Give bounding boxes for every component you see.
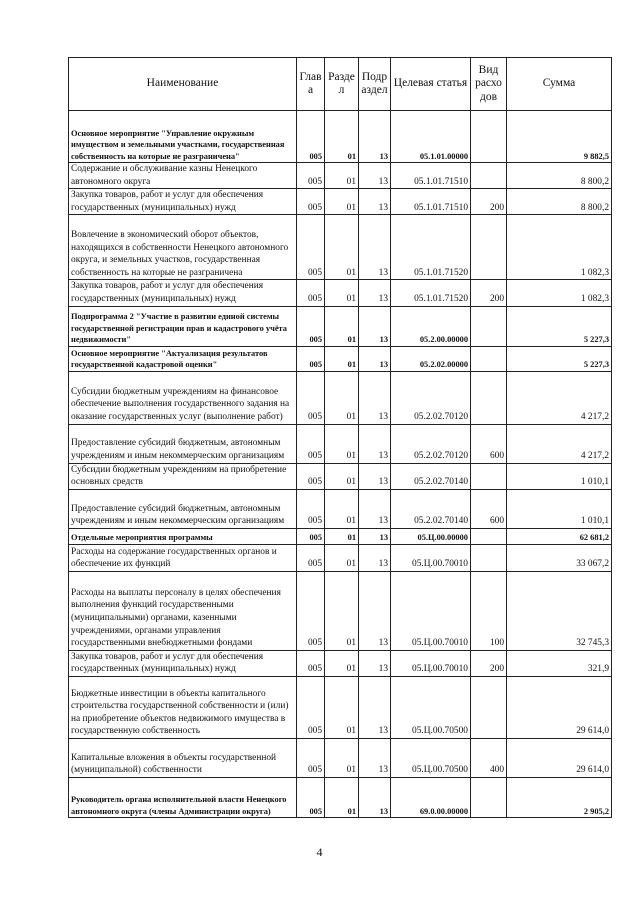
cell-kind <box>471 528 507 544</box>
cell-sum: 8 800,2 <box>507 163 612 189</box>
cell-sum: 2 905,2 <box>507 777 612 817</box>
cell-chapter: 005 <box>297 346 325 371</box>
cell-subsection: 13 <box>359 424 391 463</box>
cell-target: 05.Ц.00.70500 <box>391 676 471 738</box>
cell-sum: 9 882,5 <box>507 111 612 163</box>
cell-sum: 33 067,2 <box>507 544 612 571</box>
cell-target: 05.2.02.70120 <box>391 371 471 424</box>
cell-kind <box>471 215 507 280</box>
cell-subsection: 13 <box>359 650 391 676</box>
cell-sum: 32 745,3 <box>507 571 612 650</box>
cell-name: Подпрограмма 2 "Участие в развитии единой системы государственной регистрации прав и кадастрового учёта недвижимости" <box>69 306 297 346</box>
cell-chapter: 005 <box>297 280 325 306</box>
cell-kind <box>471 346 507 371</box>
table-row <box>69 777 612 817</box>
cell-kind: 200 <box>471 189 507 215</box>
header-name: Наименование <box>69 58 297 111</box>
cell-section: 01 <box>325 346 359 371</box>
table-row <box>69 738 612 777</box>
table-row <box>69 189 612 215</box>
cell-chapter: 005 <box>297 676 325 738</box>
cell-target: 69.0.00.00000 <box>391 777 471 817</box>
cell-section: 01 <box>325 544 359 571</box>
cell-name: Предоставление субсидий бюджетным, автономным учреждениям и иным некоммерческим организациям <box>69 489 297 528</box>
cell-section: 01 <box>325 280 359 306</box>
cell-target: 05.1.01.71520 <box>391 215 471 280</box>
cell-section: 01 <box>325 371 359 424</box>
cell-sum: 4 217,2 <box>507 424 612 463</box>
cell-sum: 1 010,1 <box>507 489 612 528</box>
cell-section: 01 <box>325 777 359 817</box>
cell-chapter: 005 <box>297 738 325 777</box>
cell-section: 01 <box>325 189 359 215</box>
header-kind: Вид расхо дов <box>471 58 507 111</box>
cell-section: 01 <box>325 163 359 189</box>
cell-sum: 5 227,3 <box>507 306 612 346</box>
header-sum: Сумма <box>507 58 612 111</box>
cell-subsection: 13 <box>359 777 391 817</box>
cell-section: 01 <box>325 111 359 163</box>
cell-subsection: 13 <box>359 528 391 544</box>
cell-sum: 5 227,3 <box>507 346 612 371</box>
cell-subsection: 13 <box>359 346 391 371</box>
cell-sum: 29 614,0 <box>507 738 612 777</box>
cell-name: Закупка товаров, работ и услуг для обеспечения государственных (муниципальных) нужд <box>69 650 297 676</box>
cell-section: 01 <box>325 463 359 489</box>
cell-chapter: 005 <box>297 306 325 346</box>
table-row <box>69 489 612 528</box>
table-row <box>69 528 612 544</box>
cell-subsection: 13 <box>359 544 391 571</box>
cell-subsection: 13 <box>359 571 391 650</box>
cell-section: 01 <box>325 650 359 676</box>
header-chapter: Глав а <box>297 58 325 111</box>
cell-name: Бюджетные инвестиции в объекты капитального строительства государственной собственности и (или) на приобретение объектов недвижимого имущества в государственную собственность <box>69 676 297 738</box>
cell-chapter: 005 <box>297 424 325 463</box>
cell-sum: 29 614,0 <box>507 676 612 738</box>
cell-sum: 8 800,2 <box>507 189 612 215</box>
table-row <box>69 346 612 371</box>
cell-kind <box>471 544 507 571</box>
cell-kind: 100 <box>471 571 507 650</box>
cell-subsection: 13 <box>359 306 391 346</box>
cell-name: Руководитель органа исполнительной власти Ненецкого автономного округа (члены Администрации округа) <box>69 777 297 817</box>
cell-section: 01 <box>325 424 359 463</box>
cell-kind <box>471 463 507 489</box>
cell-subsection: 13 <box>359 371 391 424</box>
cell-section: 01 <box>325 738 359 777</box>
cell-section: 01 <box>325 306 359 346</box>
table-row <box>69 111 612 163</box>
cell-subsection: 13 <box>359 111 391 163</box>
cell-subsection: 13 <box>359 676 391 738</box>
cell-section: 01 <box>325 676 359 738</box>
cell-target: 05.1.01.71510 <box>391 189 471 215</box>
cell-section: 01 <box>325 528 359 544</box>
table-row <box>69 424 612 463</box>
table-row <box>69 371 612 424</box>
cell-target: 05.2.02.70120 <box>391 424 471 463</box>
cell-sum: 1 082,3 <box>507 280 612 306</box>
cell-name: Закупка товаров, работ и услуг для обеспечения государственных (муниципальных) нужд <box>69 280 297 306</box>
cell-subsection: 13 <box>359 215 391 280</box>
cell-chapter: 005 <box>297 544 325 571</box>
cell-chapter: 005 <box>297 371 325 424</box>
cell-name: Субсидии бюджетным учреждениям на финансовое обеспечение выполнения государственного задания на оказание государственных услуг (выполнение работ) <box>69 371 297 424</box>
cell-sum: 1 010,1 <box>507 463 612 489</box>
table-row <box>69 280 612 306</box>
cell-chapter: 005 <box>297 463 325 489</box>
table-row <box>69 463 612 489</box>
cell-target: 05.2.00.00000 <box>391 306 471 346</box>
cell-kind <box>471 306 507 346</box>
cell-target: 05.Ц.00.00000 <box>391 528 471 544</box>
cell-target: 05.2.02.00000 <box>391 346 471 371</box>
cell-kind: 600 <box>471 489 507 528</box>
cell-kind: 600 <box>471 424 507 463</box>
cell-chapter: 005 <box>297 571 325 650</box>
cell-kind <box>471 777 507 817</box>
cell-kind: 200 <box>471 650 507 676</box>
cell-chapter: 005 <box>297 777 325 817</box>
cell-section: 01 <box>325 215 359 280</box>
cell-name: Расходы на выплаты персоналу в целях обеспечения выполнения функций государственными (муниципальными) органами, казенными учреждениями, органами управления государственными внебюджетными фондами <box>69 571 297 650</box>
table-row <box>69 571 612 650</box>
cell-subsection: 13 <box>359 738 391 777</box>
cell-target: 05.2.02.70140 <box>391 489 471 528</box>
cell-name: Содержание и обслуживание казны Ненецкого автономного округа <box>69 163 297 189</box>
cell-target: 05.1.01.71520 <box>391 280 471 306</box>
cell-name: Основное мероприятие "Актуализация результатов государственной кадастровой оценки" <box>69 346 297 371</box>
cell-name: Предоставление субсидий бюджетным, автономным учреждениям и иным некоммерческим организациям <box>69 424 297 463</box>
table-row <box>69 163 612 189</box>
header-subsection: Подр аздел <box>359 58 391 111</box>
cell-sum: 4 217,2 <box>507 371 612 424</box>
cell-name: Отдельные мероприятия программы <box>69 528 297 544</box>
cell-subsection: 13 <box>359 163 391 189</box>
table-row <box>69 306 612 346</box>
cell-section: 01 <box>325 571 359 650</box>
cell-kind: 400 <box>471 738 507 777</box>
cell-target: 05.Ц.00.70010 <box>391 571 471 650</box>
cell-sum: 62 681,2 <box>507 528 612 544</box>
header-section: Разде л <box>325 58 359 111</box>
cell-chapter: 005 <box>297 650 325 676</box>
cell-subsection: 13 <box>359 280 391 306</box>
cell-section: 01 <box>325 489 359 528</box>
table-row <box>69 544 612 571</box>
cell-chapter: 005 <box>297 189 325 215</box>
cell-name: Основное мероприятие "Управление окружным имуществом и земельными участками, государственная собственность на которые не разграничена" <box>69 111 297 163</box>
cell-kind <box>471 111 507 163</box>
cell-target: 05.Ц.00.70010 <box>391 650 471 676</box>
cell-target: 05.1.01.71510 <box>391 163 471 189</box>
cell-chapter: 005 <box>297 163 325 189</box>
cell-name: Субсидии бюджетным учреждениям на приобретение основных средств <box>69 463 297 489</box>
cell-kind <box>471 676 507 738</box>
table-row <box>69 676 612 738</box>
page-number: 4 <box>316 845 323 859</box>
cell-chapter: 005 <box>297 489 325 528</box>
cell-sum: 1 082,3 <box>507 215 612 280</box>
header-target: Целевая статья <box>391 58 471 111</box>
cell-target: 05.1.01.00000 <box>391 111 471 163</box>
cell-kind <box>471 163 507 189</box>
cell-target: 05.2.02.70140 <box>391 463 471 489</box>
header-row <box>69 58 612 111</box>
cell-name: Капитальные вложения в объекты государственной (муниципальной) собственности <box>69 738 297 777</box>
cell-chapter: 005 <box>297 215 325 280</box>
cell-kind: 200 <box>471 280 507 306</box>
cell-name: Вовлечение в экономический оборот объектов, находящихся в собственности Ненецкого автономного округа, и земельных участков, государственная собственность на которые не разграничена <box>69 215 297 280</box>
cell-target: 05.Ц.00.70500 <box>391 738 471 777</box>
cell-sum: 321,9 <box>507 650 612 676</box>
cell-target: 05.Ц.00.70010 <box>391 544 471 571</box>
cell-kind <box>471 371 507 424</box>
table-row <box>69 215 612 280</box>
cell-subsection: 13 <box>359 189 391 215</box>
cell-subsection: 13 <box>359 463 391 489</box>
cell-chapter: 005 <box>297 528 325 544</box>
cell-name: Расходы на содержание государственных органов и обеспечение их функций <box>69 544 297 571</box>
budget-table <box>68 57 612 818</box>
cell-chapter: 005 <box>297 111 325 163</box>
cell-name: Закупка товаров, работ и услуг для обеспечения государственных (муниципальных) нужд <box>69 189 297 215</box>
cell-subsection: 13 <box>359 489 391 528</box>
table-row <box>69 650 612 676</box>
